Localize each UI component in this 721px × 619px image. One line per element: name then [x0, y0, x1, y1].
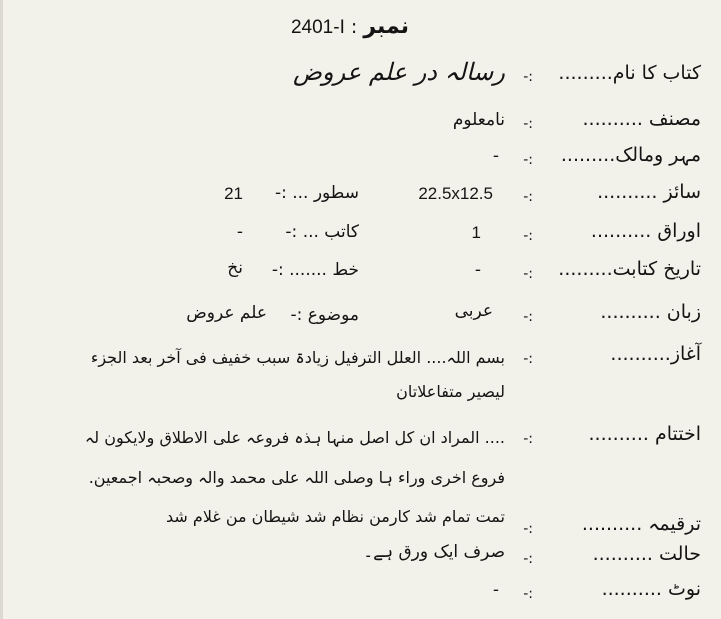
separator-seal-owner: :-: [523, 152, 533, 168]
separator-folios: :-: [523, 228, 533, 244]
label-date-of-writing: تاریخ کتابت.........: [558, 258, 701, 280]
separator-colophon: :-: [523, 521, 533, 537]
value-date-of-writing: -: [474, 260, 481, 280]
label-author: مصنف ..........: [582, 108, 701, 130]
value-condition: صرف ایک ورق ہے۔: [363, 542, 505, 562]
separator-ending: :-: [523, 431, 533, 447]
value-subject: علم عروض: [186, 303, 267, 323]
separator-condition: :-: [523, 551, 533, 567]
separator-author: :-: [523, 116, 533, 132]
value-size: 22.5x12.5: [418, 184, 493, 203]
label-scribe: کاتب ... :-: [285, 222, 359, 242]
label-script: خط ....... :-: [271, 260, 359, 280]
value-language: عربی: [454, 301, 493, 321]
value-lines: 21: [224, 184, 243, 203]
beginning-line-1: بسم اللہ.... العلل الترفیل زیادۃ سبب خفیف فی آخر بعد الجزء: [90, 348, 505, 367]
ending-line-1: .... المراد ان کل اصل منہا ہذہ فروعہ علی الاطلاق ولایکون لہ: [84, 428, 505, 447]
label-condition: حالت ..........: [592, 543, 701, 565]
label-subject: موضوع :-: [290, 305, 359, 325]
ending-line-2: فروع اخری وراء ہا وصلی اللہ علی محمد والہ وصحبہ اجمعین.: [88, 468, 505, 487]
catalog-number-header: [240, 14, 460, 39]
label-language: زبان ..........: [600, 301, 701, 323]
label-seal-owner: مہر ومالک.........: [560, 144, 701, 166]
value-seal-owner: -: [492, 146, 499, 166]
value-note: -: [492, 580, 499, 600]
value-script: نخ: [227, 258, 243, 278]
separator-book-name: :-: [523, 69, 533, 85]
label-folios: اوراق ..........: [590, 220, 701, 242]
label-lines: سطور ... :-: [274, 183, 359, 203]
separator-note: :-: [523, 586, 533, 602]
catalog-number: 2401-I: [290, 17, 345, 38]
separator-language: :-: [523, 309, 533, 325]
separator-beginning: :-: [523, 351, 533, 367]
value-author: نامعلوم: [452, 110, 505, 130]
label-colophon: ترقیمہ ..........: [581, 513, 701, 535]
value-folios: 1: [471, 223, 481, 242]
label-book-name: کتاب کا نام.........: [558, 62, 701, 84]
label-size: سائز ..........: [597, 181, 701, 203]
separator-size: :-: [523, 189, 533, 205]
beginning-line-2: لیصیر متفاعلاتان: [396, 382, 505, 401]
number-title: نمبر: [363, 14, 410, 39]
label-ending: اختتام ..........: [588, 423, 701, 445]
value-colophon: تمت تمام شد کارمن نظام شد شیطان من غلام شد: [166, 507, 505, 526]
value-book-name: رسالہ در علم عروض: [293, 58, 505, 86]
header-separator: :: [344, 16, 364, 38]
separator-date-of-writing: :-: [523, 266, 533, 282]
label-note: نوٹ ..........: [601, 578, 701, 600]
label-beginning: آغاز..........: [610, 343, 701, 365]
value-scribe: -: [236, 222, 243, 242]
page-edge: [0, 0, 3, 619]
